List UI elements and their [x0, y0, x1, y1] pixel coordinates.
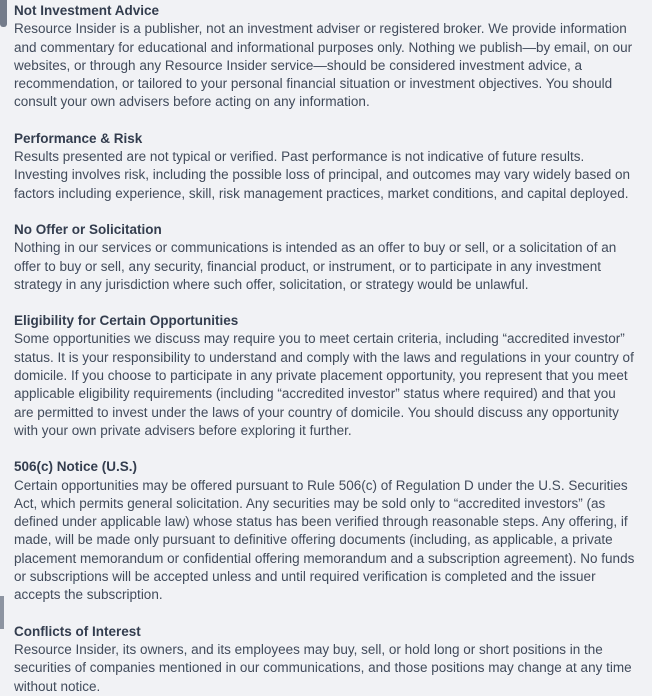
section-heading: Conflicts of Interest: [14, 623, 141, 639]
section-body: Results presented are not typical or verified. Past performance is not indicative of future results. Investing involves risk, including the possible loss of principal, and outcomes may vary widely based on factors including experience, skill, risk management practices, market conditions, and capital deployed.: [14, 149, 631, 201]
section-body: Nothing in our services or communications is intended as an offer to buy or sell, or a solicitation of an offer to buy or sell, any security, financial product, or instrument, or to participate in any investment strategy in any jurisdiction where such offer, solicitation, or strategy would be unlawful.: [14, 240, 617, 292]
section-heading: Eligibility for Certain Opportunities: [14, 313, 239, 329]
section-heading: No Offer or Solicitation: [14, 221, 162, 237]
section-body: Some opportunities we discuss may require you to meet certain criteria, including “accredited investor” status. It is your responsibility to understand and comply with the laws and regulations in your country of domicile. If you choose to participate in any private placement opportunity, you represent that you meet applicable eligibility requirements (including “accredited investor” status where required) and that you are permitted to invest under the laws of your country of domicile. You should discuss any opportunity with your own private advisers before exploring it further.: [14, 331, 634, 438]
section-conflicts-of-interest: [14, 623, 637, 696]
section-heading: Not Investment Advice: [14, 3, 160, 18]
left-scrollbar-thumb[interactable]: [0, 0, 7, 27]
section-not-investment-advice: [14, 2, 637, 112]
section-heading: Performance & Risk: [14, 130, 143, 146]
left-edge-mark: [0, 596, 4, 629]
section-body: Resource Insider, its owners, and its employees may buy, sell, or hold long or short positions in the securities of companies mentioned in our communications, and those positions may change at any time without notice.: [14, 641, 632, 694]
section-performance-risk: [14, 130, 637, 203]
section-eligibility: [14, 312, 637, 440]
section-body: Resource Insider is a publisher, not an investment adviser or registered broker. We provide information and commentary for educational and informational purposes only. Nothing we publish—by email, on our websites, or through any Resource Insider service—should be considered investment advice, a recommendation, or tailored to your personal financial situation or investment objectives. You should consult your own advisers before acting on any information.: [14, 21, 633, 110]
section-506c-notice: [14, 458, 637, 604]
section-heading: 506(c) Notice (U.S.): [14, 459, 138, 475]
section-no-offer-or-solicitation: [14, 221, 637, 294]
section-body: Certain opportunities may be offered pursuant to Rule 506(c) of Regulation D under the U.S. Securities Act, which permits general solicitation. Any securities may be sold only to “accredited investors” (as defined under applicable law) whose status has been verified through reasonable steps. Any offering, if made, will be made only pursuant to definitive offering documents (including, as applicable, a private placement memorandum or confidential offering memorandum and a subscription agreement). No funds or subscriptions will be accepted unless and until required verification is completed and the issuer accepts the subscription.: [14, 477, 635, 603]
